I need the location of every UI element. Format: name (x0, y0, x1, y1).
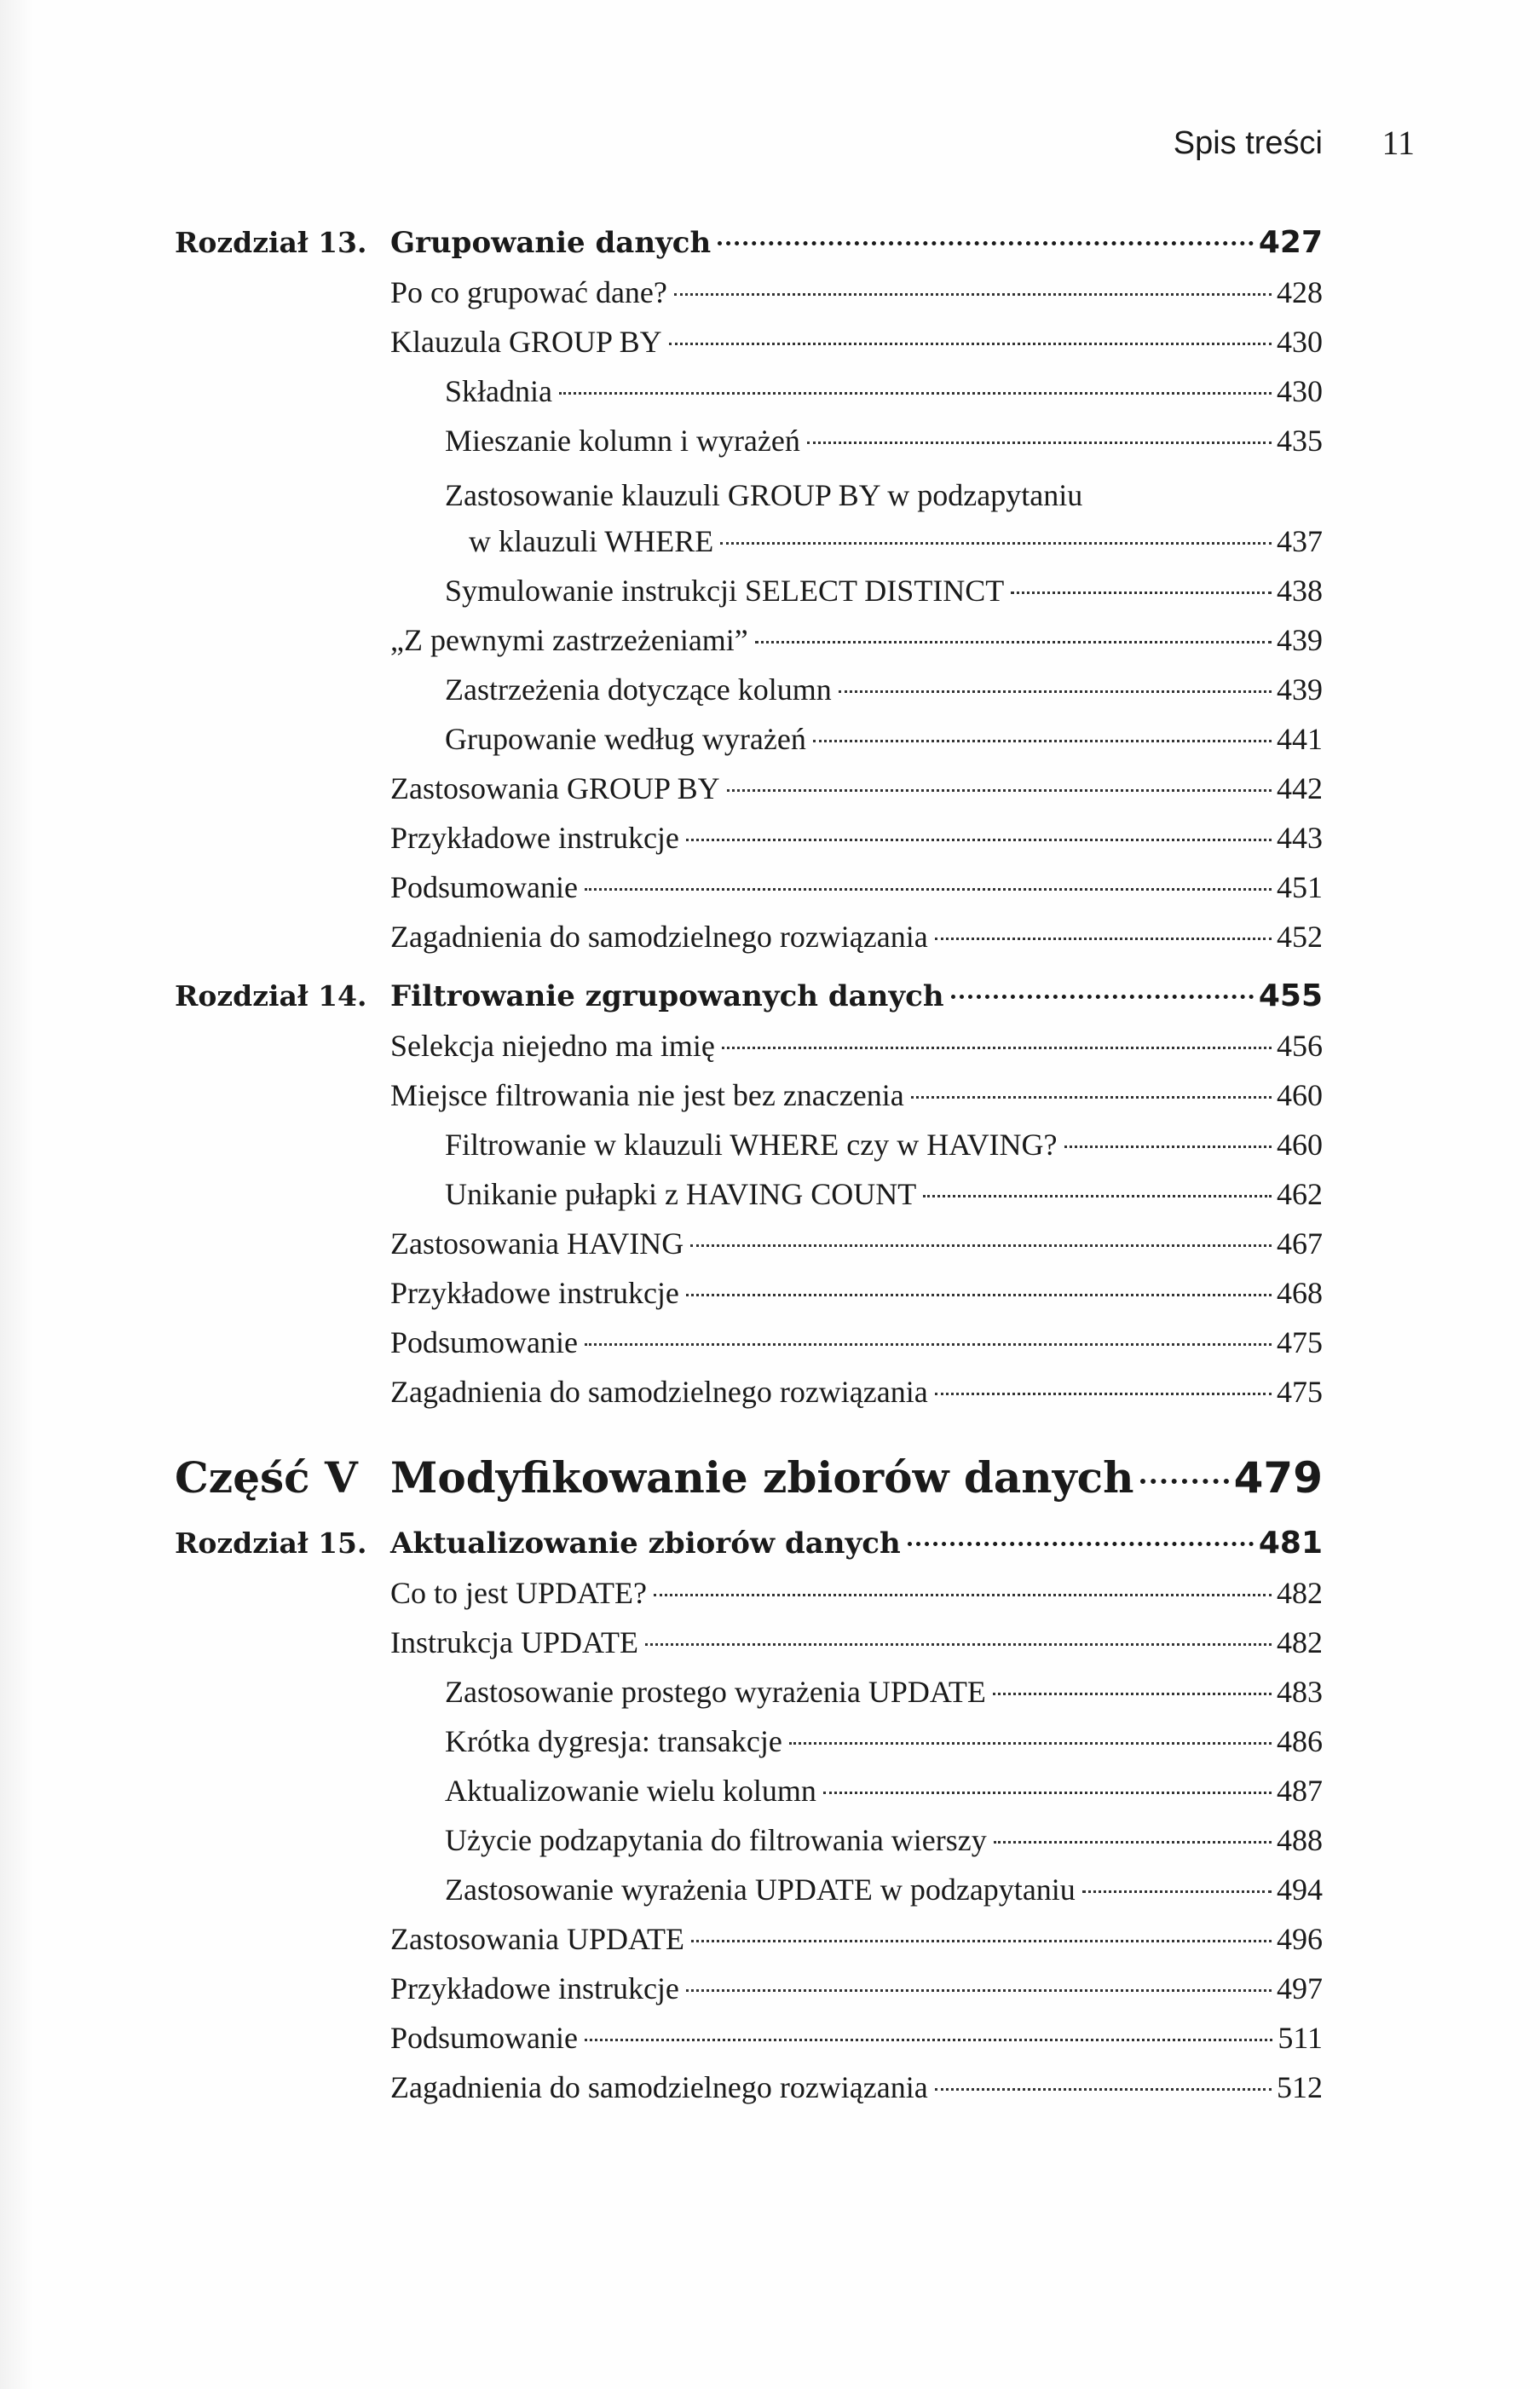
entry-page: 460 (1277, 1128, 1323, 1162)
chapter-page: 427 (1258, 225, 1323, 260)
entry-page: 467 (1277, 1226, 1323, 1261)
toc-subentry[interactable] (445, 1865, 1323, 1914)
toc-entry[interactable] (390, 1568, 1323, 1618)
entry-page: 512 (1277, 2070, 1323, 2104)
dot-leader (727, 789, 1272, 792)
entry-title: Zastosowania HAVING (390, 1226, 684, 1261)
dot-leader (911, 1096, 1272, 1099)
toc-entry[interactable] (390, 813, 1323, 863)
toc-entry[interactable] (390, 1021, 1323, 1070)
entry-title: Przykładowe instrukcje (390, 821, 679, 855)
toc-entry[interactable] (390, 1219, 1323, 1268)
entry-title: Zagadnienia do samodzielnego rozwiązania (390, 920, 928, 954)
entry-title: Zastosowanie klauzuli GROUP BY w podzapytaniu (445, 478, 1083, 512)
toc-entry[interactable] (390, 2013, 1323, 2063)
entry-title: Po co grupować dane? (390, 275, 667, 309)
page-number: 11 (1381, 124, 1415, 162)
toc-entry[interactable] (390, 268, 1323, 317)
entry-title: Zastrzeżenia dotyczące kolumn (445, 672, 832, 707)
part-heading[interactable] (390, 1444, 1323, 1512)
entry-title: Użycie podzapytania do filtrowania wierszy (445, 1823, 987, 1857)
dot-leader (923, 1195, 1272, 1197)
toc-entry[interactable] (390, 1914, 1323, 1964)
dot-leader (935, 938, 1272, 940)
toc-entry[interactable] (390, 1964, 1323, 2013)
entry-title: Składnia (445, 374, 552, 408)
dot-leader (1082, 1890, 1272, 1893)
entry-page: 475 (1277, 1375, 1323, 1409)
chapter-title: Grupowanie danych (390, 226, 712, 260)
dot-leader (686, 839, 1272, 841)
dot-leader (645, 1643, 1272, 1646)
entry-page: 494 (1277, 1873, 1323, 1907)
dot-leader (669, 343, 1272, 345)
dot-leader (789, 1742, 1272, 1745)
toc-subentry[interactable] (445, 1717, 1323, 1766)
toc-entry[interactable] (390, 317, 1323, 366)
chapter-title: Filtrowanie zgrupowanych danych (390, 979, 944, 1013)
dot-leader (1011, 591, 1272, 594)
entry-page: 430 (1277, 325, 1323, 359)
dot-leader (559, 392, 1272, 395)
dot-leader (807, 441, 1272, 444)
entry-title: Podsumowanie (390, 2021, 578, 2055)
toc-entry[interactable] (390, 912, 1323, 961)
entry-page: 497 (1277, 1971, 1323, 2005)
chapter-heading[interactable] (390, 972, 1323, 1021)
dot-leader (813, 740, 1272, 742)
toc-subentry[interactable] (445, 1667, 1323, 1717)
entry-page: 439 (1277, 672, 1323, 707)
entry-page: 435 (1277, 424, 1323, 458)
toc-entry[interactable] (390, 1367, 1323, 1417)
dot-leader (994, 1841, 1272, 1844)
entry-page: 487 (1277, 1774, 1323, 1808)
toc-entry[interactable] (390, 615, 1323, 665)
dot-leader (1064, 1145, 1272, 1148)
entry-page: 486 (1277, 1724, 1323, 1758)
entry-page: 496 (1277, 1922, 1323, 1956)
toc-entry[interactable] (390, 1268, 1323, 1318)
dot-leader (908, 1542, 1254, 1546)
dot-leader (1140, 1479, 1228, 1484)
dot-leader (935, 1393, 1272, 1395)
dot-leader (686, 1989, 1272, 1992)
toc-subentry[interactable] (445, 1766, 1323, 1815)
toc-entry[interactable] (390, 1618, 1323, 1667)
entry-title: „Z pewnymi zastrzeżeniami” (390, 623, 748, 657)
toc-subentry[interactable] (445, 1120, 1323, 1169)
dot-leader (690, 1244, 1272, 1247)
chapter-label: Rozdział 15. (175, 1526, 367, 1560)
page-fold-shadow (0, 0, 34, 2389)
chapter-label: Rozdział 13. (175, 226, 367, 259)
entry-title: Co to jest UPDATE? (390, 1576, 647, 1610)
entry-page: 443 (1277, 821, 1323, 855)
dot-leader (686, 1294, 1272, 1296)
toc-subentry-first-line[interactable] (445, 470, 1323, 520)
dot-leader (674, 293, 1272, 296)
chapter-heading[interactable] (390, 218, 1323, 268)
entry-page: 475 (1277, 1325, 1323, 1359)
dot-leader (755, 641, 1272, 643)
entry-title: Selekcja niejedno ma imię (390, 1029, 715, 1063)
entry-title: Unikanie pułapki z HAVING COUNT (445, 1177, 917, 1211)
entry-title: Zastosowanie prostego wyrażenia UPDATE (445, 1675, 986, 1709)
entry-title: Aktualizowanie wielu kolumn (445, 1774, 816, 1808)
part-page: 479 (1233, 1453, 1323, 1503)
toc-subentry[interactable] (445, 416, 1323, 465)
entry-title: Filtrowanie w klauzuli WHERE czy w HAVING? (445, 1128, 1058, 1162)
toc-subentry[interactable] (445, 1169, 1323, 1219)
entry-title: Przykładowe instrukcje (390, 1971, 679, 2005)
dot-leader (951, 995, 1254, 999)
entry-title: Mieszanie kolumn i wyrażeń (445, 424, 800, 458)
dot-leader (935, 2088, 1272, 2091)
entry-page: 451 (1277, 870, 1323, 904)
dot-leader (722, 1047, 1272, 1049)
toc-entry[interactable] (390, 764, 1323, 813)
entry-page: 439 (1277, 623, 1323, 657)
dot-leader (993, 1693, 1272, 1695)
toc-subentry[interactable] (445, 714, 1323, 764)
entry-title: Zastosowanie wyrażenia UPDATE w podzapytaniu (445, 1873, 1076, 1907)
entry-title: Symulowanie instrukcji SELECT DISTINCT (445, 574, 1005, 608)
entry-page: 456 (1277, 1029, 1323, 1063)
entry-page: 438 (1277, 574, 1323, 608)
entry-page: 441 (1277, 722, 1323, 756)
entry-page: 468 (1277, 1276, 1323, 1310)
dot-leader (839, 690, 1272, 693)
part-label: Część V (175, 1452, 358, 1503)
entry-title: Przykładowe instrukcje (390, 1276, 679, 1310)
entry-title: Zastosowania GROUP BY (390, 771, 720, 805)
dot-leader (585, 1343, 1272, 1346)
entry-page: 483 (1277, 1675, 1323, 1709)
entry-page: 460 (1277, 1078, 1323, 1112)
dot-leader (823, 1792, 1272, 1794)
dot-leader (718, 241, 1254, 245)
entry-title: Klauzula GROUP BY (390, 325, 662, 359)
running-head-title: Spis treści (1173, 125, 1323, 161)
entry-title: Podsumowanie (390, 1325, 578, 1359)
entry-page: 437 (1277, 524, 1323, 558)
dot-leader (654, 1594, 1272, 1596)
toc-subentry[interactable] (445, 1815, 1323, 1865)
entry-title: Zastosowania UPDATE (390, 1922, 684, 1956)
chapter-title: Aktualizowanie zbiorów danych (390, 1526, 901, 1561)
toc-subentry[interactable] (445, 566, 1323, 615)
toc-entry[interactable] (390, 1318, 1323, 1367)
entry-title: w klauzuli WHERE (469, 524, 714, 558)
toc-entry[interactable] (390, 863, 1323, 912)
dot-leader (691, 1940, 1272, 1942)
entry-page: 482 (1277, 1576, 1323, 1610)
entry-page: 452 (1277, 920, 1323, 954)
entry-page: 428 (1277, 275, 1323, 309)
toc-subentry[interactable] (445, 366, 1323, 416)
dot-leader (585, 888, 1272, 891)
dot-leader (585, 2039, 1272, 2041)
entry-title: Grupowanie według wyrażeń (445, 722, 806, 756)
toc-subentry-continuation[interactable] (445, 516, 1323, 566)
entry-title: Miejsce filtrowania nie jest bez znaczenia (390, 1078, 904, 1112)
chapter-page: 455 (1258, 978, 1323, 1013)
chapter-heading[interactable] (390, 1519, 1323, 1568)
part-title: Modyfikowanie zbiorów danych (390, 1452, 1134, 1503)
entry-title: Instrukcja UPDATE (390, 1625, 638, 1659)
entry-title: Zagadnienia do samodzielnego rozwiązania (390, 1375, 928, 1409)
entry-page: 482 (1277, 1625, 1323, 1659)
entry-page: 442 (1277, 771, 1323, 805)
entry-page: 488 (1277, 1823, 1323, 1857)
toc-entry[interactable] (390, 2063, 1323, 2112)
toc-entry[interactable] (390, 1070, 1323, 1120)
running-head (1108, 118, 1415, 169)
entry-title: Podsumowanie (390, 870, 578, 904)
chapter-page: 481 (1258, 1526, 1323, 1561)
entry-page: 462 (1277, 1177, 1323, 1211)
entry-title: Zagadnienia do samodzielnego rozwiązania (390, 2070, 928, 2104)
entry-page: 511 (1278, 2021, 1323, 2055)
entry-title: Krótka dygresja: transakcje (445, 1724, 782, 1758)
chapter-label: Rozdział 14. (175, 979, 367, 1013)
toc-subentry[interactable] (445, 665, 1323, 714)
entry-page: 430 (1277, 374, 1323, 408)
dot-leader (720, 542, 1272, 545)
